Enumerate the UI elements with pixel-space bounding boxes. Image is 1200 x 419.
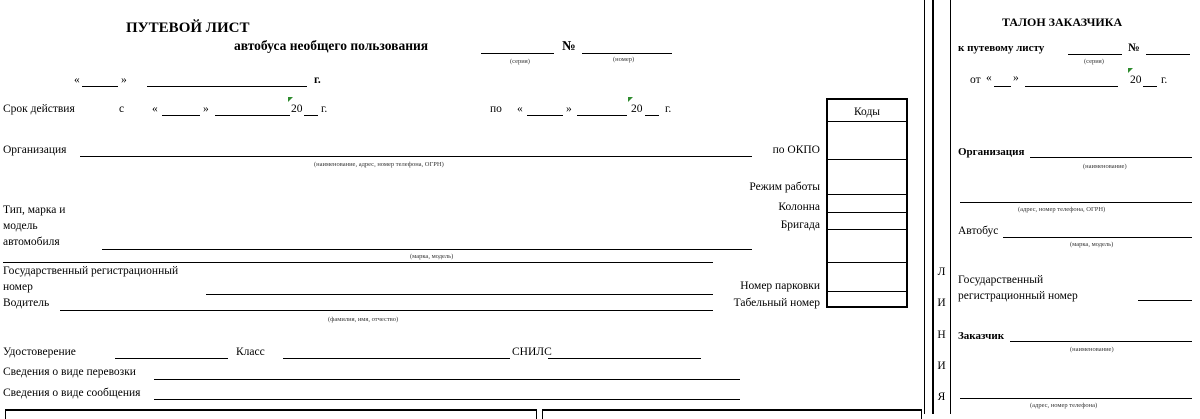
coupon-year-line [1143, 86, 1157, 87]
license-label: Удостоверение [3, 346, 76, 358]
codes-row-separator [827, 291, 907, 292]
validity-close-quote: » [203, 103, 209, 115]
snils-line [548, 358, 701, 359]
vehicle-label-3: автомобиля [3, 236, 60, 248]
registration-top-line [3, 262, 713, 263]
validity-year-suffix: г. [321, 103, 328, 115]
validity-open-quote-2: « [517, 103, 523, 115]
coupon-organization-line [1030, 157, 1192, 158]
codes-table [826, 98, 908, 308]
class-line [283, 358, 510, 359]
date-month-line [147, 86, 307, 87]
date-close-quote: » [121, 74, 127, 86]
organization-label: Организация [3, 144, 67, 156]
date-open-quote: « [74, 74, 80, 86]
vehicle-line [102, 249, 752, 250]
codes-header: Коды [853, 106, 881, 118]
column-label: Колонна [778, 201, 820, 213]
codes-row-separator [827, 121, 907, 122]
registration-line [206, 294, 713, 295]
date-day-line [82, 86, 118, 87]
license-line [115, 358, 228, 359]
validity-year-prefix: 20 [291, 103, 303, 115]
tear-line-left [932, 0, 934, 414]
waybill-subtitle: автобуса необщего пользования [234, 38, 429, 53]
validity-to-day-line [527, 115, 563, 116]
coupon-series-hint: (серия) [1084, 58, 1104, 65]
coupon-address-hint: (адрес, номер телефона, ОГРН) [1018, 206, 1106, 213]
coupon-organization-label: Организация [958, 146, 1025, 158]
coupon-day-line [994, 86, 1011, 87]
coupon-customer-label: Заказчик [958, 330, 1005, 342]
driver-label: Водитель [3, 297, 50, 309]
codes-row-separator [827, 159, 907, 160]
coupon-customer-hint: (наименование) [1070, 346, 1114, 353]
coupon-address-line [960, 202, 1192, 203]
vehicle-label-2: модель [3, 220, 38, 232]
coupon-number-sign: № [1128, 42, 1140, 54]
organization-hint: (наименование, адрес, номер телефона, ОГРН) [314, 161, 444, 168]
codes-row-separator [827, 262, 907, 263]
coupon-date-from: от [970, 74, 981, 86]
validity-year-suffix-2: г. [665, 103, 672, 115]
work-mode-label: Режим работы [749, 181, 820, 193]
tear-letter: И [937, 297, 946, 309]
validity-to-month-line [577, 115, 627, 116]
transport-type-line [154, 379, 740, 380]
transport-type-label: Сведения о виде перевозки [3, 366, 136, 378]
coupon-reg-label-1: Государственный [958, 274, 1044, 286]
codes-row-separator [827, 229, 907, 230]
registration-label-2: номер [3, 281, 33, 293]
coupon-reg-label-2: регистрационный номер [958, 290, 1078, 302]
vehicle-hint: (марка, модель) [410, 253, 454, 260]
coupon-title: ТАЛОН ЗАКАЗЧИКА [1002, 15, 1123, 29]
coupon-open-quote: « [986, 72, 992, 84]
coupon-customer-address-line [960, 398, 1192, 399]
coupon-year-suffix: г. [1161, 74, 1168, 86]
codes-row-separator [827, 212, 907, 213]
tear-letter: И [937, 360, 946, 372]
validity-year-prefix-2: 20 [631, 103, 643, 115]
snils-label: СНИЛС [512, 346, 552, 358]
organization-line [80, 156, 752, 157]
coupon-bus-hint: (марка, модель) [1070, 241, 1114, 248]
validity-label: Срок действия [3, 103, 75, 115]
series-hint: (серия) [510, 58, 530, 65]
coupon-year-prefix: 20 [1130, 74, 1142, 86]
tab-number-label: Табельный номер [733, 297, 820, 309]
parking-label: Номер парковки [740, 280, 820, 292]
coupon-number-line [1146, 54, 1190, 55]
coupon-organization-hint: (наименование) [1083, 163, 1127, 170]
driver-hint: (фамилия, имя, отчество) [328, 316, 399, 323]
coupon-series-line [1068, 54, 1122, 55]
brigade-label: Бригада [780, 219, 820, 231]
coupon-bus-line [1003, 237, 1192, 238]
waybill-title: ПУТЕВОЙ ЛИСТ [126, 20, 250, 36]
number-hint: (номер) [613, 56, 635, 63]
validity-to-year-line [645, 115, 659, 116]
okpo-label: по ОКПО [772, 144, 820, 156]
coupon-bus-label: Автобус [958, 225, 999, 237]
number-line [582, 53, 672, 54]
driver-line [60, 310, 713, 311]
validity-from: с [119, 103, 125, 115]
validity-to: по [490, 103, 502, 115]
registration-label-1: Государственный регистрационный [3, 265, 179, 277]
number-sign: № [562, 38, 576, 53]
date-year-suffix: г. [314, 74, 321, 86]
bottom-table-right [542, 409, 922, 419]
tear-letter: Я [937, 391, 946, 403]
tear-letter: Н [937, 329, 946, 341]
cell-comment-marker [628, 97, 633, 102]
class-label: Класс [236, 346, 265, 358]
bottom-table-left [5, 409, 537, 419]
validity-from-year-line [304, 115, 318, 116]
message-type-label: Сведения о виде сообщения [3, 387, 141, 399]
cell-comment-marker [1128, 68, 1133, 73]
coupon-customer-line [1010, 341, 1192, 342]
coupon-customer-address-hint: (адрес, номер телефона) [1030, 402, 1098, 409]
main-form-right-border [924, 0, 925, 414]
coupon-month-line [1025, 86, 1118, 87]
message-type-line [154, 399, 740, 400]
vehicle-label-1: Тип, марка и [3, 204, 66, 216]
cell-comment-marker [288, 97, 293, 102]
series-line [481, 53, 554, 54]
validity-from-month-line [215, 115, 290, 116]
validity-from-day-line [162, 115, 200, 116]
coupon-to-sheet-label: к путевому листу [958, 42, 1045, 54]
validity-open-quote: « [152, 103, 158, 115]
tear-line-right [950, 0, 951, 414]
validity-close-quote-2: » [566, 103, 572, 115]
coupon-close-quote: » [1013, 72, 1019, 84]
coupon-reg-line [1138, 300, 1192, 301]
tear-letter: Л [937, 266, 946, 278]
codes-row-separator [827, 194, 907, 195]
